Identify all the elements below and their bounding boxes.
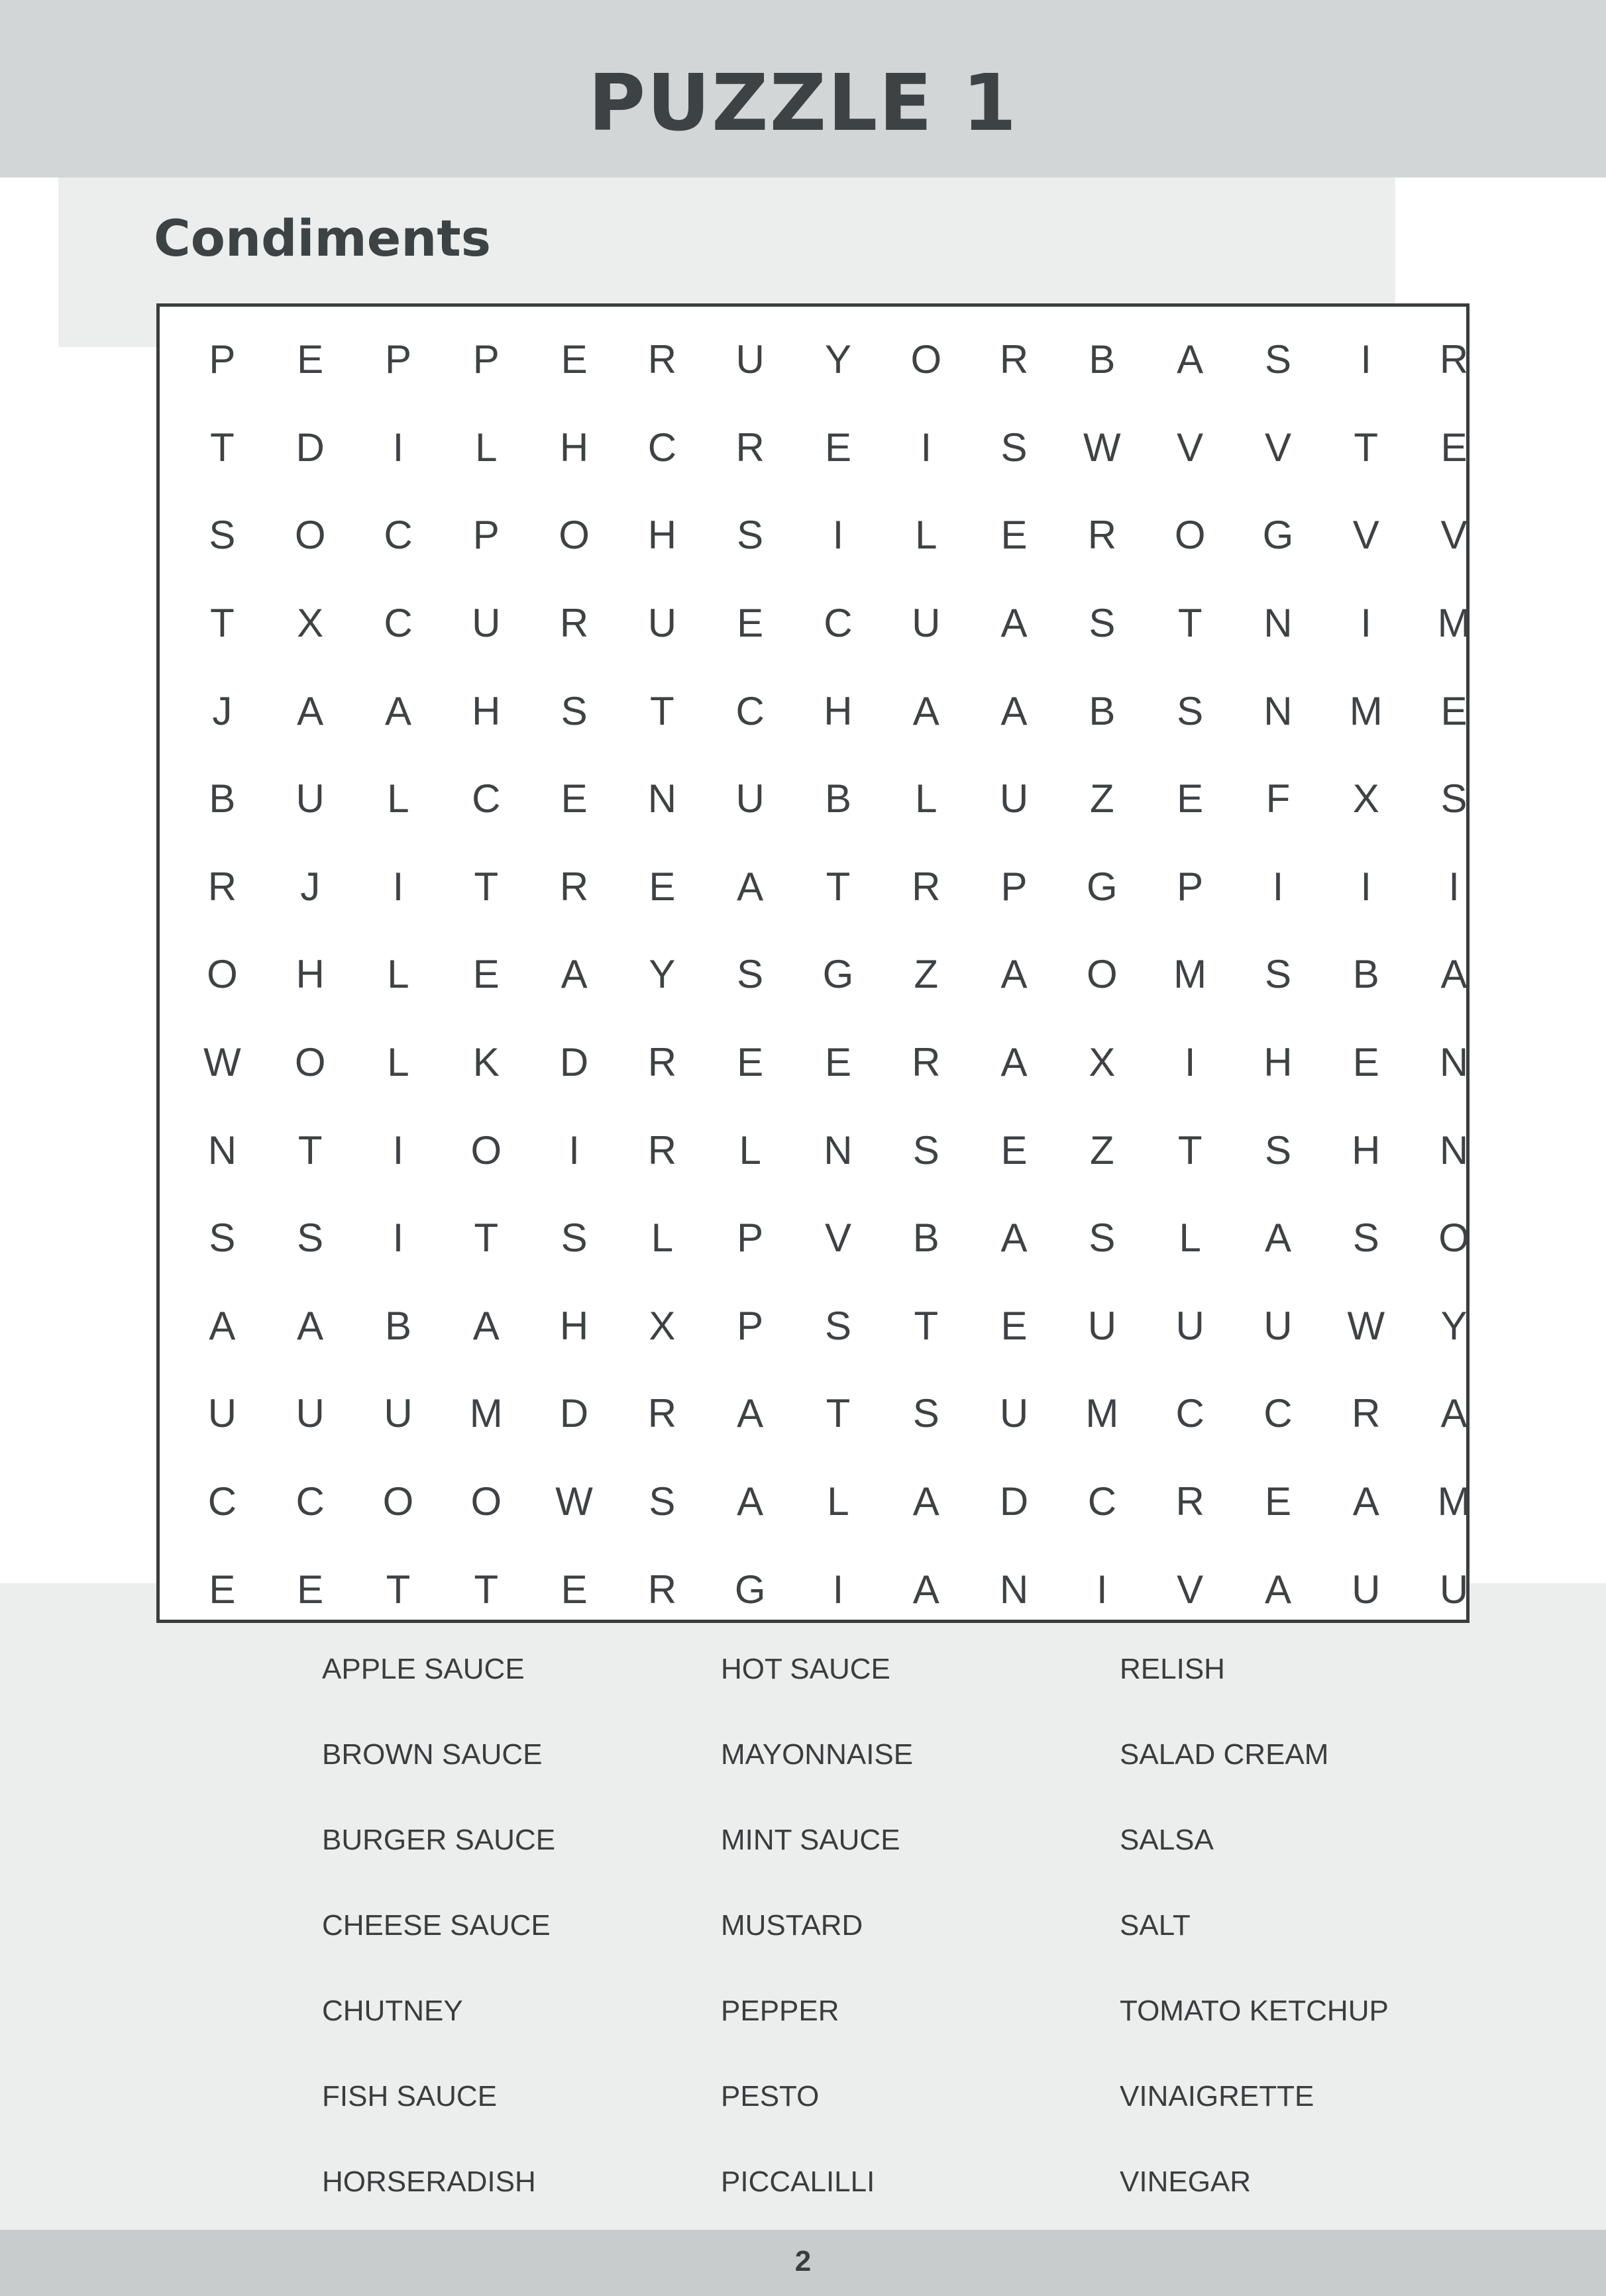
grid-letter[interactable]: R xyxy=(1175,1479,1204,1524)
grid-letter[interactable]: S xyxy=(1264,1127,1291,1173)
grid-letter[interactable]: J xyxy=(300,864,321,909)
word-list-item: MUSTARD xyxy=(721,1909,863,1942)
grid-letter[interactable]: S xyxy=(737,513,764,558)
grid-letter[interactable]: C xyxy=(472,776,501,821)
grid-letter[interactable]: S xyxy=(1089,1216,1116,1261)
grid-letter[interactable]: V xyxy=(1177,1567,1204,1612)
grid-letter[interactable]: C xyxy=(295,1479,325,1524)
word-list-item: HOT SAUCE xyxy=(721,1653,890,1685)
grid-letter[interactable]: A xyxy=(297,1303,324,1348)
grid-letter[interactable]: E xyxy=(1177,776,1204,821)
grid-letter[interactable]: C xyxy=(647,425,677,470)
grid-letter[interactable]: R xyxy=(207,864,237,909)
grid-letter[interactable]: W xyxy=(1083,425,1121,470)
grid-letter[interactable]: Y xyxy=(649,952,676,997)
word-list-item: SALSA xyxy=(1120,1824,1214,1856)
grid-letter[interactable]: M xyxy=(1349,688,1383,733)
grid-letter[interactable]: S xyxy=(737,952,764,997)
word-list-item: VINAIGRETTE xyxy=(1120,2080,1314,2113)
grid-letter[interactable]: L xyxy=(475,425,498,470)
grid-letter[interactable]: E xyxy=(1000,1127,1028,1173)
grid-letter[interactable]: U xyxy=(207,1391,237,1436)
grid-letter[interactable]: T xyxy=(826,1391,851,1436)
grid-letter[interactable]: S xyxy=(1177,688,1204,733)
puzzle-theme-title: Condiments xyxy=(154,209,491,268)
grid-letter[interactable]: W xyxy=(203,1040,241,1085)
grid-letter[interactable]: I xyxy=(1360,337,1372,382)
grid-letter[interactable]: H xyxy=(472,688,501,733)
grid-letter[interactable]: L xyxy=(387,776,409,821)
grid-letter[interactable]: A xyxy=(1000,601,1028,646)
grid-letter[interactable]: A xyxy=(1352,1479,1379,1524)
grid-letter[interactable]: V xyxy=(1440,513,1468,558)
grid-letter[interactable]: M xyxy=(469,1391,503,1436)
grid-letter[interactable]: P xyxy=(737,1303,764,1348)
grid-letter[interactable]: I xyxy=(1360,601,1372,646)
grid-letter[interactable]: A xyxy=(737,1479,764,1524)
grid-letter[interactable]: A xyxy=(912,688,939,733)
grid-letter[interactable]: U xyxy=(295,1391,325,1436)
grid-letter[interactable]: S xyxy=(209,1216,236,1261)
grid-letter[interactable]: S xyxy=(1264,337,1291,382)
grid-letter[interactable]: T xyxy=(386,1567,411,1612)
word-list-item: VINEGAR xyxy=(1120,2166,1252,2198)
grid-letter[interactable]: U xyxy=(1175,1303,1204,1348)
grid-letter[interactable]: T xyxy=(826,864,851,909)
grid-letter[interactable]: L xyxy=(915,513,937,558)
grid-letter[interactable]: T xyxy=(1177,601,1203,646)
grid-letter[interactable]: T xyxy=(474,864,499,909)
grid-letter[interactable]: S xyxy=(561,688,588,733)
grid-letter[interactable]: R xyxy=(647,1040,677,1085)
page-number: 2 xyxy=(794,2245,812,2277)
grid-letter[interactable]: B xyxy=(384,1303,411,1348)
grid-letter[interactable]: H xyxy=(1352,1127,1381,1173)
grid-letter[interactable]: I xyxy=(1360,864,1372,909)
grid-letter[interactable]: K xyxy=(472,1040,500,1085)
grid-letter[interactable]: E xyxy=(649,864,676,909)
grid-letter[interactable]: O xyxy=(559,513,590,558)
grid-letter[interactable]: U xyxy=(1087,1303,1117,1348)
grid-letter[interactable]: O xyxy=(207,952,238,997)
grid-letter[interactable]: T xyxy=(1177,1127,1203,1173)
grid-letter[interactable]: P xyxy=(737,1216,764,1261)
grid-letter[interactable]: U xyxy=(295,776,325,821)
grid-letter[interactable]: S xyxy=(912,1127,939,1173)
grid-letter[interactable]: E xyxy=(561,1567,588,1612)
grid-letter[interactable]: B xyxy=(824,776,851,821)
word-list-item: BROWN SAUCE xyxy=(322,1738,543,1771)
grid-letter[interactable]: A xyxy=(1440,1391,1468,1436)
grid-letter[interactable]: U xyxy=(647,601,677,646)
grid-letter[interactable]: R xyxy=(559,601,589,646)
grid-letter[interactable]: L xyxy=(387,952,409,997)
grid-letter[interactable]: L xyxy=(387,1040,409,1085)
grid-letter[interactable]: X xyxy=(1089,1040,1116,1085)
puzzle-title: PUZZLE 1 xyxy=(588,57,1018,148)
grid-letter[interactable]: E xyxy=(1000,513,1028,558)
grid-letter[interactable]: A xyxy=(912,1567,939,1612)
grid-letter[interactable]: U xyxy=(912,601,941,646)
grid-letter[interactable]: A xyxy=(1000,952,1028,997)
word-list-item: PICCALILLI xyxy=(721,2166,875,2198)
grid-letter[interactable]: I xyxy=(392,425,404,470)
grid-letter[interactable]: P xyxy=(1177,864,1204,909)
word-list-item: SALAD CREAM xyxy=(1120,1738,1329,1771)
grid-letter[interactable]: F xyxy=(1265,776,1291,821)
grid-letter[interactable]: O xyxy=(1438,1216,1470,1261)
grid-letter[interactable]: U xyxy=(1352,1567,1381,1612)
grid-letter[interactable]: S xyxy=(297,1216,324,1261)
grid-letter[interactable]: H xyxy=(559,425,589,470)
grid-letter[interactable]: R xyxy=(999,337,1029,382)
grid-letter[interactable]: J xyxy=(212,688,233,733)
word-search-grid xyxy=(178,316,1498,1634)
grid-letter[interactable]: S xyxy=(1089,601,1116,646)
grid-letter[interactable]: E xyxy=(1000,1303,1028,1348)
grid-letter[interactable]: V xyxy=(1264,425,1291,470)
grid-letter[interactable]: C xyxy=(384,513,413,558)
grid-letter[interactable]: T xyxy=(650,688,674,733)
grid-letter[interactable]: H xyxy=(559,1303,589,1348)
word-list-item: HORSERADISH xyxy=(322,2166,536,2198)
grid-letter[interactable]: A xyxy=(1000,688,1028,733)
grid-letter[interactable]: R xyxy=(647,1567,677,1612)
grid-letter[interactable]: E xyxy=(561,337,588,382)
grid-letter[interactable]: N xyxy=(1263,688,1293,733)
grid-letter[interactable]: V xyxy=(1352,513,1379,558)
grid-letter[interactable]: R xyxy=(647,1391,677,1436)
grid-letter[interactable]: E xyxy=(737,601,764,646)
grid-letter[interactable]: T xyxy=(474,1216,499,1261)
grid-letter[interactable]: R xyxy=(1087,513,1117,558)
grid-letter[interactable]: A xyxy=(209,1303,236,1348)
grid-letter[interactable]: O xyxy=(470,1479,502,1524)
grid-letter[interactable]: R xyxy=(559,864,589,909)
grid-letter[interactable]: A xyxy=(1440,952,1468,997)
grid-letter[interactable]: R xyxy=(647,1127,677,1173)
grid-letter[interactable]: R xyxy=(1352,1391,1381,1436)
grid-letter[interactable]: H xyxy=(295,952,325,997)
grid-letter[interactable]: Z xyxy=(914,952,939,997)
grid-letter[interactable]: S xyxy=(209,513,236,558)
grid-letter[interactable]: R xyxy=(1439,337,1469,382)
grid-letter[interactable]: O xyxy=(294,513,326,558)
grid-letter[interactable]: C xyxy=(735,688,765,733)
grid-letter[interactable]: S xyxy=(1264,952,1291,997)
grid-letter[interactable]: L xyxy=(651,1216,674,1261)
grid-letter[interactable]: T xyxy=(210,601,235,646)
grid-letter[interactable]: I xyxy=(392,864,404,909)
grid-letter[interactable]: N xyxy=(1263,601,1293,646)
grid-letter[interactable]: L xyxy=(827,1479,849,1524)
grid-letter[interactable]: I xyxy=(1097,1567,1108,1612)
grid-letter[interactable]: H xyxy=(1263,1040,1293,1085)
grid-letter[interactable]: L xyxy=(1179,1216,1201,1261)
grid-letter[interactable]: B xyxy=(1089,337,1116,382)
grid-letter[interactable]: N xyxy=(824,1127,853,1173)
word-list xyxy=(322,1655,1448,2198)
grid-letter[interactable]: O xyxy=(382,1479,414,1524)
grid-letter[interactable]: E xyxy=(1440,688,1468,733)
grid-letter[interactable]: H xyxy=(824,688,853,733)
grid-letter[interactable]: I xyxy=(1448,864,1460,909)
grid-letter[interactable]: E xyxy=(824,1040,851,1085)
grid-letter[interactable]: B xyxy=(1089,688,1116,733)
grid-letter[interactable]: N xyxy=(999,1567,1029,1612)
word-list-item: RELISH xyxy=(1120,1653,1225,1685)
grid-letter[interactable]: B xyxy=(912,1216,939,1261)
grid-letter[interactable]: M xyxy=(1173,952,1207,997)
grid-letter[interactable]: T xyxy=(210,425,235,470)
grid-letter[interactable]: I xyxy=(568,1127,580,1173)
word-list-item: CHEESE SAUCE xyxy=(322,1909,551,1942)
grid-letter[interactable]: E xyxy=(561,776,588,821)
grid-letter[interactable]: I xyxy=(392,1127,404,1173)
grid-letter[interactable]: M xyxy=(1437,1479,1471,1524)
word-list-item: PESTO xyxy=(721,2080,820,2113)
grid-letter[interactable]: B xyxy=(209,776,236,821)
grid-letter[interactable]: T xyxy=(1354,425,1379,470)
grid-letter[interactable]: U xyxy=(472,601,501,646)
grid-letter[interactable]: I xyxy=(832,513,844,558)
grid-letter[interactable]: P xyxy=(209,337,236,382)
word-list-item: BURGER SAUCE xyxy=(322,1824,556,1856)
grid-letter[interactable]: A xyxy=(297,688,324,733)
grid-letter[interactable]: U xyxy=(1263,1303,1293,1348)
grid-letter[interactable]: D xyxy=(559,1391,589,1436)
grid-letter[interactable]: A xyxy=(1264,1567,1291,1612)
grid-letter[interactable]: I xyxy=(1272,864,1284,909)
grid-letter[interactable]: O xyxy=(294,1040,326,1085)
grid-letter[interactable]: Y xyxy=(824,337,851,382)
grid-letter[interactable]: A xyxy=(737,1391,764,1436)
grid-letter[interactable]: E xyxy=(472,952,500,997)
word-search-grid-box xyxy=(156,303,1470,1623)
grid-letter[interactable]: A xyxy=(1177,337,1204,382)
grid-letter[interactable]: S xyxy=(1352,1216,1379,1261)
grid-letter[interactable]: I xyxy=(1184,1040,1196,1085)
grid-letter[interactable]: A xyxy=(472,1303,500,1348)
grid-letter[interactable]: S xyxy=(912,1391,939,1436)
grid-letter[interactable]: N xyxy=(207,1127,237,1173)
grid-letter[interactable]: N xyxy=(1439,1040,1469,1085)
grid-letter[interactable]: C xyxy=(824,601,853,646)
grid-letter[interactable]: A xyxy=(1000,1216,1028,1261)
grid-letter[interactable]: W xyxy=(1347,1303,1385,1348)
grid-letter[interactable]: S xyxy=(824,1303,851,1348)
grid-letter[interactable]: I xyxy=(832,1567,844,1612)
grid-letter[interactable]: Z xyxy=(1090,776,1114,821)
grid-letter[interactable]: V xyxy=(824,1216,851,1261)
grid-letter[interactable]: U xyxy=(735,337,765,382)
grid-letter[interactable]: U xyxy=(735,776,765,821)
grid-letter[interactable]: S xyxy=(1000,425,1028,470)
grid-letter[interactable]: W xyxy=(555,1479,593,1524)
grid-letter[interactable]: U xyxy=(384,1391,413,1436)
grid-letter[interactable]: G xyxy=(822,952,854,997)
grid-letter[interactable]: V xyxy=(1177,425,1204,470)
grid-letter[interactable]: A xyxy=(737,864,764,909)
grid-letter[interactable]: R xyxy=(735,425,765,470)
grid-letter[interactable]: T xyxy=(474,1567,499,1612)
grid-letter[interactable]: D xyxy=(295,425,325,470)
grid-letter[interactable]: Y xyxy=(1440,1303,1468,1348)
grid-letter[interactable]: U xyxy=(999,776,1029,821)
grid-letter[interactable]: C xyxy=(1087,1479,1117,1524)
grid-letter[interactable]: B xyxy=(1352,952,1379,997)
grid-letter[interactable]: E xyxy=(1352,1040,1379,1085)
grid-letter[interactable]: L xyxy=(739,1127,761,1173)
word-list-item: APPLE SAUCE xyxy=(322,1653,525,1685)
grid-letter[interactable]: T xyxy=(914,1303,939,1348)
grid-letter[interactable]: P xyxy=(472,513,500,558)
grid-letter[interactable]: S xyxy=(649,1479,676,1524)
grid-letter[interactable]: M xyxy=(1437,601,1471,646)
grid-letter[interactable]: A xyxy=(1264,1216,1291,1261)
grid-letter[interactable]: O xyxy=(910,337,942,382)
grid-letter[interactable]: G xyxy=(1262,513,1294,558)
grid-letter[interactable]: R xyxy=(912,1040,941,1085)
grid-letter[interactable]: O xyxy=(470,1127,502,1173)
grid-letter[interactable]: X xyxy=(1352,776,1379,821)
grid-letter[interactable]: C xyxy=(1175,1391,1204,1436)
grid-letter[interactable]: Z xyxy=(1090,1127,1114,1173)
grid-letter[interactable]: P xyxy=(384,337,411,382)
grid-letter[interactable]: L xyxy=(915,776,937,821)
grid-letter[interactable]: E xyxy=(297,337,324,382)
grid-letter[interactable]: A xyxy=(912,1479,939,1524)
grid-letter[interactable]: E xyxy=(297,1567,324,1612)
word-list-item: TOMATO KETCHUP xyxy=(1120,1995,1389,2027)
grid-letter[interactable]: D xyxy=(559,1040,589,1085)
grid-letter[interactable]: M xyxy=(1085,1391,1119,1436)
grid-letter[interactable]: D xyxy=(999,1479,1029,1524)
word-list-item: PEPPER xyxy=(721,1995,839,2027)
grid-letter[interactable]: U xyxy=(1439,1567,1469,1612)
grid-letter[interactable]: R xyxy=(647,337,677,382)
grid-letter[interactable]: E xyxy=(209,1567,236,1612)
word-list-item: MINT SAUCE xyxy=(721,1824,900,1856)
grid-letter[interactable]: E xyxy=(1264,1479,1291,1524)
grid-letter[interactable]: P xyxy=(1000,864,1028,909)
grid-letter[interactable]: I xyxy=(392,1216,404,1261)
word-list-item: MAYONNAISE xyxy=(721,1738,914,1771)
grid-letter[interactable]: X xyxy=(297,601,324,646)
grid-letter[interactable]: N xyxy=(1439,1127,1469,1173)
grid-letter[interactable]: O xyxy=(1087,952,1118,997)
grid-letter[interactable]: I xyxy=(920,425,932,470)
grid-letter[interactable]: U xyxy=(999,1391,1029,1436)
grid-letter[interactable]: C xyxy=(384,601,413,646)
grid-letter[interactable]: R xyxy=(912,864,941,909)
grid-letter[interactable]: C xyxy=(207,1479,237,1524)
grid-letter[interactable]: E xyxy=(824,425,851,470)
word-list-item: SALT xyxy=(1120,1909,1191,1942)
grid-letter[interactable]: N xyxy=(647,776,677,821)
word-list-item: FISH SAUCE xyxy=(322,2080,498,2113)
grid-letter[interactable]: A xyxy=(384,688,411,733)
grid-letter[interactable]: G xyxy=(1087,864,1118,909)
grid-letter[interactable]: G xyxy=(734,1567,766,1612)
grid-letter[interactable]: E xyxy=(737,1040,764,1085)
grid-letter[interactable]: S xyxy=(561,1216,588,1261)
grid-letter[interactable]: E xyxy=(1440,425,1468,470)
grid-letter[interactable]: A xyxy=(1000,1040,1028,1085)
grid-letter[interactable]: C xyxy=(1263,1391,1293,1436)
word-list-item: CHUTNEY xyxy=(322,1995,463,2027)
grid-letter[interactable]: X xyxy=(649,1303,676,1348)
grid-letter[interactable]: S xyxy=(1440,776,1468,821)
grid-letter[interactable]: P xyxy=(472,337,500,382)
grid-letter[interactable]: O xyxy=(1174,513,1206,558)
grid-letter[interactable]: H xyxy=(647,513,677,558)
grid-letter[interactable]: A xyxy=(561,952,588,997)
grid-letter[interactable]: T xyxy=(297,1127,323,1173)
